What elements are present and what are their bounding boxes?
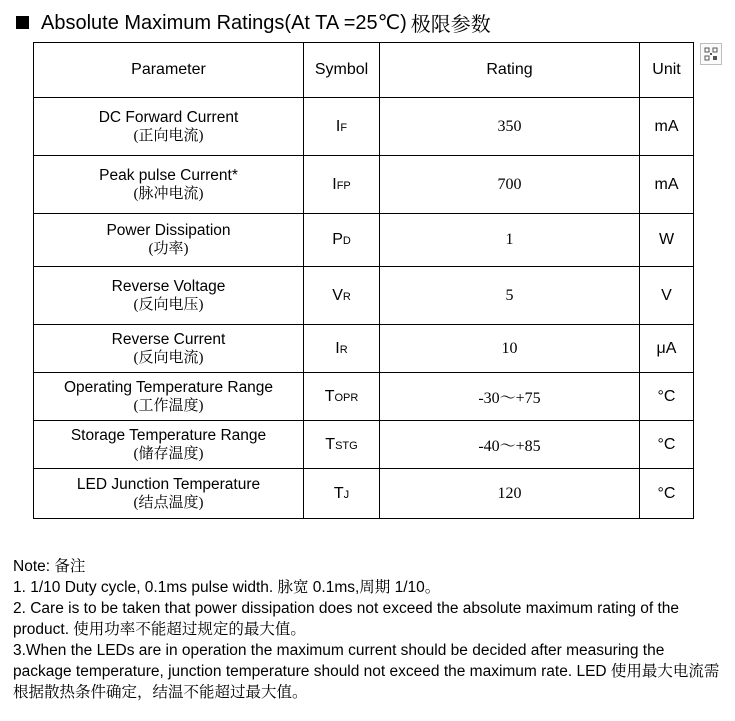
- table-row: [34, 325, 694, 373]
- parameter-name: Reverse Voltage: [111, 277, 226, 295]
- parameter-name-cn: (工作温度): [133, 397, 204, 414]
- symbol-letter: I: [335, 117, 341, 135]
- symbol-letter: V: [332, 286, 343, 304]
- symbol-subscript: J: [343, 488, 350, 501]
- cell-rating: 10: [380, 325, 640, 373]
- symbol-letter: T: [333, 484, 344, 502]
- cell-symbol: [304, 373, 380, 421]
- parameter-name: Peak pulse Current*: [99, 166, 238, 184]
- parameter-name-cn: (储存温度): [133, 445, 204, 462]
- ratings-table: [33, 42, 694, 519]
- heading-title-cn: 极限参数: [410, 11, 491, 36]
- table-header-row: [34, 43, 694, 98]
- parameter-name-cn: (功率): [148, 241, 189, 257]
- cell-rating: 1: [380, 214, 640, 267]
- cell-symbol: [304, 325, 380, 373]
- table-row: [34, 214, 694, 267]
- symbol-subscript: FP: [336, 179, 351, 192]
- cell-symbol: [304, 156, 380, 214]
- cell-rating: 700: [380, 156, 640, 214]
- cell-symbol: [304, 469, 380, 519]
- parameter-name-cn: (反向电压): [133, 296, 204, 313]
- parameter-name-cn: (结点温度): [133, 494, 204, 511]
- parameter-name-cn: (正向电流): [133, 127, 204, 144]
- symbol-subscript: R: [339, 343, 348, 356]
- symbol-letter: T: [325, 435, 336, 453]
- parameter-name: Storage Temperature Range: [70, 426, 267, 444]
- cell-rating: -30～+75: [380, 373, 640, 421]
- table-row: [34, 98, 694, 156]
- cell-rating: 350: [380, 98, 640, 156]
- cell-unit: °C: [640, 469, 694, 519]
- symbol-subscript: F: [340, 121, 348, 134]
- parameter-name: Reverse Current: [111, 330, 226, 348]
- notes-title: Note: 备注: [13, 558, 86, 575]
- symbol-subscript: R: [342, 290, 351, 303]
- header-rating: Rating: [380, 43, 640, 98]
- qr-scan-icon-graphic: [704, 47, 718, 61]
- square-bullet-icon: [16, 16, 29, 29]
- parameter-name: LED Junction Temperature: [76, 475, 261, 493]
- table-row: [34, 469, 694, 519]
- parameter-name-cn: (脉冲电流): [133, 185, 204, 202]
- cell-parameter: [34, 98, 304, 156]
- note-item: 3.When the LEDs are in operation the maximum current should be decided after measuring the package temperature, junction temperature should not exceed the maximum rate. LED 使用最大电流需根据散热条件确定，结温不能超过最大值。: [13, 642, 720, 701]
- note-item: 1. 1/10 Duty cycle, 0.1ms pulse width. 脉宽 0.1ms,周期 1/10。: [13, 579, 441, 596]
- notes-section: [13, 556, 725, 703]
- symbol-letter: P: [332, 231, 343, 248]
- qr-scan-icon[interactable]: [700, 43, 722, 65]
- cell-symbol: [304, 421, 380, 469]
- parameter-name-cn: (反向电流): [133, 349, 204, 366]
- table-row: [34, 267, 694, 325]
- cell-rating: 5: [380, 267, 640, 325]
- cell-parameter: [34, 421, 304, 469]
- cell-unit: V: [640, 267, 694, 325]
- cell-symbol: [304, 98, 380, 156]
- cell-unit: °C: [640, 373, 694, 421]
- heading-title: Absolute Maximum Ratings(At TA =25℃): [41, 11, 407, 34]
- table-row: [34, 156, 694, 214]
- parameter-name: DC Forward Current: [98, 108, 239, 126]
- cell-parameter: [34, 325, 304, 373]
- cell-parameter: [34, 156, 304, 214]
- cell-parameter: [34, 373, 304, 421]
- table-row: [34, 421, 694, 469]
- cell-parameter: [34, 267, 304, 325]
- section-heading: [16, 8, 491, 36]
- cell-unit: W: [640, 214, 694, 267]
- symbol-letter: I: [335, 339, 340, 357]
- cell-symbol: [304, 267, 380, 325]
- parameter-name: Power Dissipation: [106, 222, 231, 239]
- symbol-subscript: D: [342, 235, 351, 247]
- cell-unit: °C: [640, 421, 694, 469]
- table-row: [34, 373, 694, 421]
- cell-parameter: [34, 214, 304, 267]
- cell-parameter: [34, 469, 304, 519]
- symbol-letter: T: [324, 387, 335, 405]
- cell-symbol: [304, 214, 380, 267]
- cell-unit: mA: [640, 156, 694, 214]
- header-unit: Unit: [640, 43, 694, 98]
- cell-rating: 120: [380, 469, 640, 519]
- cell-unit: μA: [640, 325, 694, 373]
- cell-rating: -40～+85: [380, 421, 640, 469]
- symbol-subscript: OPR: [334, 391, 359, 404]
- parameter-name: Operating Temperature Range: [63, 378, 274, 396]
- note-item: 2. Care is to be taken that power dissipation does not exceed the absolute maximum rating of the product. 使用功率不能超过规定的最大值。: [13, 600, 680, 638]
- symbol-subscript: STG: [335, 439, 358, 452]
- header-symbol: Symbol: [304, 43, 380, 98]
- cell-unit: mA: [640, 98, 694, 156]
- header-parameter: Parameter: [34, 43, 304, 98]
- symbol-letter: I: [332, 175, 337, 193]
